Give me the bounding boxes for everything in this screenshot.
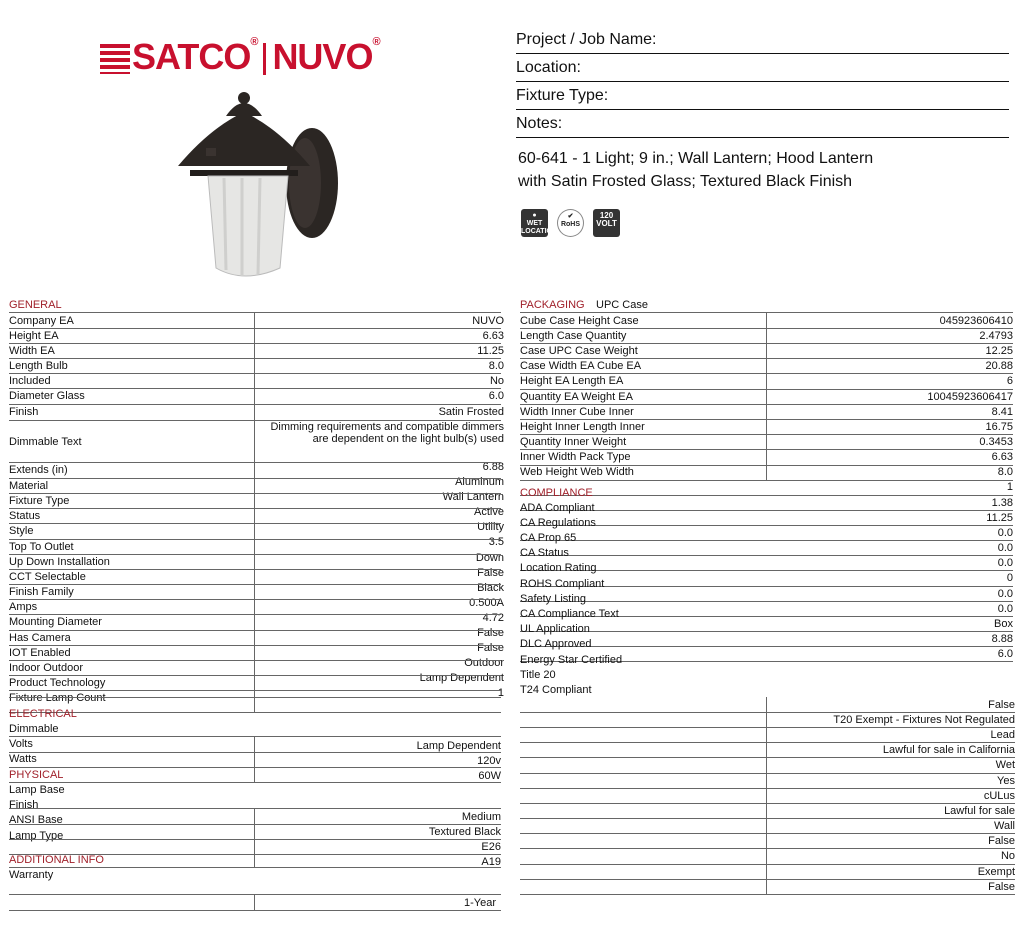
spec-value: 6.0 bbox=[488, 390, 504, 402]
row-divider bbox=[9, 328, 501, 329]
spec-value: 6.0 bbox=[997, 648, 1013, 660]
spec-label: Mounting Diameter bbox=[9, 616, 102, 628]
row-divider bbox=[9, 675, 501, 676]
row-divider bbox=[9, 554, 501, 555]
row-divider bbox=[9, 373, 501, 374]
spec-label: CA Status bbox=[520, 547, 569, 559]
spec-value: T20 Exempt - Fixtures Not Regulated bbox=[833, 714, 1015, 726]
spec-value: 1.38 bbox=[991, 497, 1013, 509]
spec-label: Dimmable Text bbox=[9, 436, 82, 448]
packaging-title-rest: UPC Case bbox=[596, 299, 648, 311]
row-divider bbox=[9, 660, 501, 661]
row-divider bbox=[9, 388, 501, 389]
row-divider bbox=[9, 867, 501, 868]
row-divider bbox=[9, 343, 501, 344]
spec-label: Height EA bbox=[9, 330, 59, 342]
spec-label: Cube Case Height Case bbox=[520, 315, 639, 327]
spec-label: Product Technology bbox=[9, 677, 106, 689]
spec-label: Energy Star Certified bbox=[520, 654, 623, 666]
section-general: GENERAL bbox=[9, 299, 62, 311]
spec-value: Exempt bbox=[977, 866, 1015, 878]
spec-value: 6.63 bbox=[991, 451, 1013, 463]
spec-label: UL Application bbox=[520, 623, 590, 635]
spec-label: CA Prop 65 bbox=[520, 532, 577, 544]
row-divider bbox=[520, 879, 1015, 880]
spec-value: 6.88 bbox=[482, 461, 504, 473]
column-divider bbox=[766, 697, 767, 894]
spec-label: Title 20 bbox=[520, 669, 556, 681]
row-divider bbox=[9, 462, 501, 463]
row-divider bbox=[520, 631, 1013, 632]
notes-field[interactable]: Notes: bbox=[516, 111, 1009, 138]
row-divider bbox=[520, 788, 1015, 789]
wall-lantern-product-image bbox=[170, 88, 350, 283]
spec-value: 8.0 bbox=[997, 466, 1013, 478]
spec-label: Safety Listing bbox=[520, 593, 587, 605]
spec-value: Lawful for sale bbox=[944, 805, 1015, 817]
spec-value: 12.25 bbox=[985, 345, 1013, 357]
120-volt-icon: 120 VOLT bbox=[593, 209, 620, 237]
spec-value: NUVO bbox=[472, 315, 504, 327]
row-divider bbox=[520, 495, 1013, 496]
row-divider bbox=[9, 478, 501, 479]
spec-value: 0 bbox=[1006, 572, 1013, 584]
column-divider bbox=[254, 894, 255, 910]
satco-stripes-icon bbox=[100, 44, 130, 74]
product-description: 60-641 - 1 Light; 9 in.; Wall Lantern; Hood Lantern with Satin Frosted Glass; Textured Black Finish bbox=[518, 150, 874, 190]
spec-value: False bbox=[477, 627, 504, 639]
spec-label: Warranty bbox=[9, 869, 54, 881]
spec-value: Utility bbox=[477, 521, 504, 533]
spec-value: 0.0 bbox=[997, 603, 1013, 615]
spec-value: Lamp Dependent bbox=[419, 672, 504, 684]
row-divider bbox=[9, 782, 501, 783]
row-divider bbox=[520, 540, 1013, 541]
row-divider bbox=[520, 646, 1013, 647]
spec-label: Width EA bbox=[9, 345, 55, 357]
spec-label: Case UPC Case Weight bbox=[520, 345, 638, 357]
section-compliance: COMPLIANCE bbox=[520, 487, 593, 499]
spec-label: Included bbox=[9, 375, 51, 387]
spec-label: Web Height Web Width bbox=[520, 466, 634, 478]
row-divider bbox=[9, 508, 501, 509]
spec-value: 0.0 bbox=[997, 542, 1013, 554]
spec-value: cULus bbox=[983, 790, 1015, 802]
spec-label: Location Rating bbox=[520, 562, 597, 574]
spec-value: Box bbox=[994, 618, 1013, 630]
row-divider bbox=[520, 757, 1015, 758]
spec-value: 045923606410 bbox=[939, 315, 1013, 327]
fixture-type-field[interactable]: Fixture Type: bbox=[516, 83, 1009, 110]
spec-label: Indoor Outdoor bbox=[9, 662, 83, 674]
logo-divider bbox=[263, 43, 266, 75]
row-divider bbox=[520, 480, 1013, 481]
row-divider bbox=[9, 404, 501, 405]
row-divider bbox=[9, 645, 501, 646]
rohs-check-icon: ✔ RoHS bbox=[557, 209, 584, 237]
spec-label: Watts bbox=[9, 753, 37, 765]
column-divider bbox=[254, 312, 255, 712]
spec-value: False bbox=[988, 881, 1015, 893]
spec-value: Lead bbox=[990, 729, 1015, 741]
spec-value: 6.63 bbox=[482, 330, 504, 342]
spec-label: Lamp Base bbox=[9, 784, 65, 796]
spec-label: Diameter Glass bbox=[9, 390, 85, 402]
spec-value: 120v bbox=[477, 755, 501, 767]
row-divider bbox=[520, 848, 1015, 849]
spec-value: Active bbox=[474, 506, 504, 518]
wet-location-icon: ● WET LOCATION bbox=[521, 209, 548, 237]
row-divider bbox=[9, 420, 501, 421]
spec-value: 8.41 bbox=[991, 406, 1013, 418]
spec-value: Wet bbox=[995, 759, 1015, 771]
spec-value: Textured Black bbox=[428, 826, 501, 838]
spec-value: 20.88 bbox=[985, 360, 1013, 372]
row-divider bbox=[520, 818, 1015, 819]
spec-value: A19 bbox=[481, 856, 501, 868]
row-divider bbox=[9, 712, 501, 713]
row-divider bbox=[9, 614, 501, 615]
spec-value: 6 bbox=[1006, 375, 1013, 387]
row-divider bbox=[9, 523, 501, 524]
row-divider bbox=[520, 555, 1013, 556]
row-divider bbox=[520, 833, 1015, 834]
spec-label: ROHS Compliant bbox=[520, 578, 605, 590]
section-physical: PHYSICAL bbox=[9, 769, 64, 781]
spec-label: Finish Family bbox=[9, 586, 74, 598]
spec-value: No bbox=[1000, 850, 1015, 862]
spec-value: 1-Year bbox=[463, 897, 496, 909]
spec-value: 8.88 bbox=[991, 633, 1013, 645]
spec-value: 2.4793 bbox=[979, 330, 1013, 342]
satco-nuvo-logo: SATCO® NUVO® bbox=[100, 36, 420, 74]
spec-label: Finish bbox=[9, 406, 39, 418]
logo-satco-text: SATCO bbox=[132, 36, 251, 77]
spec-value: 3.5 bbox=[488, 536, 504, 548]
row-divider bbox=[520, 742, 1015, 743]
project-job-name-field[interactable]: Project / Job Name: bbox=[516, 27, 1009, 54]
row-divider bbox=[9, 569, 501, 570]
row-divider bbox=[9, 493, 501, 494]
spec-label: Dimmable bbox=[9, 723, 59, 735]
spec-label: CCT Selectable bbox=[9, 571, 86, 583]
spec-value: False bbox=[988, 835, 1015, 847]
section-electrical: ELECTRICAL bbox=[9, 708, 77, 720]
spec-label: Case Width EA Cube EA bbox=[520, 360, 642, 372]
row-divider bbox=[9, 839, 501, 840]
spec-value: Satin Frosted bbox=[438, 406, 504, 418]
spec-value: 4.72 bbox=[482, 612, 504, 624]
spec-label: Fixture Lamp Count bbox=[9, 692, 106, 704]
spec-value: Wall Lantern bbox=[442, 491, 504, 503]
spec-value: Down bbox=[475, 552, 504, 564]
spec-label: ANSI Base bbox=[9, 814, 63, 826]
row-divider bbox=[9, 697, 501, 698]
spec-label: Quantity Inner Weight bbox=[520, 436, 627, 448]
row-divider bbox=[520, 727, 1015, 728]
row-divider bbox=[520, 773, 1015, 774]
spec-label: Height Inner Length Inner bbox=[520, 421, 645, 433]
spec-value: 10045923606417 bbox=[927, 391, 1013, 403]
spec-value: Yes bbox=[997, 775, 1015, 787]
spec-value: 0.0 bbox=[997, 557, 1013, 569]
column-divider bbox=[254, 736, 255, 782]
spec-value: 1 bbox=[1006, 481, 1013, 493]
spec-label: CA Regulations bbox=[520, 517, 596, 529]
section-underline bbox=[9, 312, 501, 313]
row-divider bbox=[9, 599, 501, 600]
spec-label: Material bbox=[9, 480, 49, 492]
spec-value: Wall bbox=[994, 820, 1015, 832]
spec-label: Height EA Length EA bbox=[520, 375, 624, 387]
spec-label: Length Case Quantity bbox=[520, 330, 627, 342]
row-divider bbox=[520, 864, 1015, 865]
row-divider bbox=[9, 894, 501, 895]
spec-label: Quantity EA Weight EA bbox=[520, 391, 633, 403]
spec-value: 16.75 bbox=[985, 421, 1013, 433]
row-divider bbox=[9, 752, 501, 753]
spec-label: ADA Compliant bbox=[520, 502, 595, 514]
spec-value: 0.0 bbox=[997, 527, 1013, 539]
spec-value: 60W bbox=[478, 770, 501, 782]
spec-value: Outdoor bbox=[464, 657, 504, 669]
spec-value: Lamp Dependent bbox=[416, 740, 501, 752]
spec-label: Finish bbox=[9, 799, 39, 811]
spec-value: Black bbox=[477, 582, 504, 594]
spec-label: Inner Width Pack Type bbox=[520, 451, 631, 463]
spec-label: Style bbox=[9, 525, 34, 537]
spec-value: 0.0 bbox=[997, 588, 1013, 600]
spec-label: Lamp Type bbox=[9, 830, 64, 842]
row-divider bbox=[9, 690, 501, 691]
row-divider bbox=[520, 894, 1015, 895]
spec-label: Top To Outlet bbox=[9, 541, 74, 553]
spec-value: 1 bbox=[497, 687, 504, 699]
spec-value: 8.0 bbox=[488, 360, 504, 372]
logo-nuvo-text: NUVO bbox=[272, 36, 373, 77]
spec-label: Width Inner Cube Inner bbox=[520, 406, 634, 418]
location-field[interactable]: Location: bbox=[516, 55, 1009, 82]
spec-value: Dimming requirements and compatible dimmers are dependent on the light bulb(s) used bbox=[270, 421, 504, 445]
spec-value: False bbox=[477, 567, 504, 579]
row-divider bbox=[520, 803, 1015, 804]
spec-value: No bbox=[489, 375, 504, 387]
row-divider bbox=[9, 736, 501, 737]
spec-value: 0.500A bbox=[469, 597, 504, 609]
spec-label: Extends (in) bbox=[9, 464, 68, 476]
spec-value: Medium bbox=[461, 811, 501, 823]
row-divider bbox=[9, 358, 501, 359]
section-additional-info: ADDITIONAL INFO bbox=[9, 854, 104, 866]
section-packaging: PACKAGING bbox=[520, 299, 585, 311]
spec-value: Aluminum bbox=[455, 476, 504, 488]
spec-label: IOT Enabled bbox=[9, 647, 71, 659]
spec-label: Volts bbox=[9, 738, 33, 750]
row-divider bbox=[9, 584, 501, 585]
spec-value: 11.25 bbox=[477, 345, 504, 357]
spec-label: T24 Compliant bbox=[520, 684, 592, 696]
spec-label: Company EA bbox=[9, 315, 74, 327]
spec-label: Status bbox=[9, 510, 41, 522]
spec-label: Length Bulb bbox=[9, 360, 68, 372]
column-divider bbox=[766, 312, 767, 480]
row-divider bbox=[9, 824, 501, 825]
row-divider bbox=[9, 910, 501, 911]
spec-value: 11.25 bbox=[986, 512, 1013, 524]
row-divider bbox=[9, 630, 501, 631]
spec-label: Up Down Installation bbox=[9, 556, 110, 568]
row-divider bbox=[520, 712, 1015, 713]
row-divider bbox=[9, 539, 501, 540]
column-divider bbox=[254, 808, 255, 868]
spec-value: 0.3453 bbox=[979, 436, 1013, 448]
spec-label: Has Camera bbox=[9, 632, 71, 644]
spec-label: DLC Approved bbox=[520, 638, 592, 650]
row-divider bbox=[9, 808, 501, 809]
spec-label: Amps bbox=[9, 601, 38, 613]
spec-value: False bbox=[988, 699, 1015, 711]
row-divider bbox=[9, 767, 501, 768]
spec-label: CA Compliance Text bbox=[520, 608, 619, 620]
spec-value: E26 bbox=[481, 841, 501, 853]
spec-value: False bbox=[477, 642, 504, 654]
spec-value: Lawful for sale in California bbox=[882, 744, 1015, 756]
spec-label: Fixture Type bbox=[9, 495, 70, 507]
row-divider bbox=[520, 601, 1013, 602]
